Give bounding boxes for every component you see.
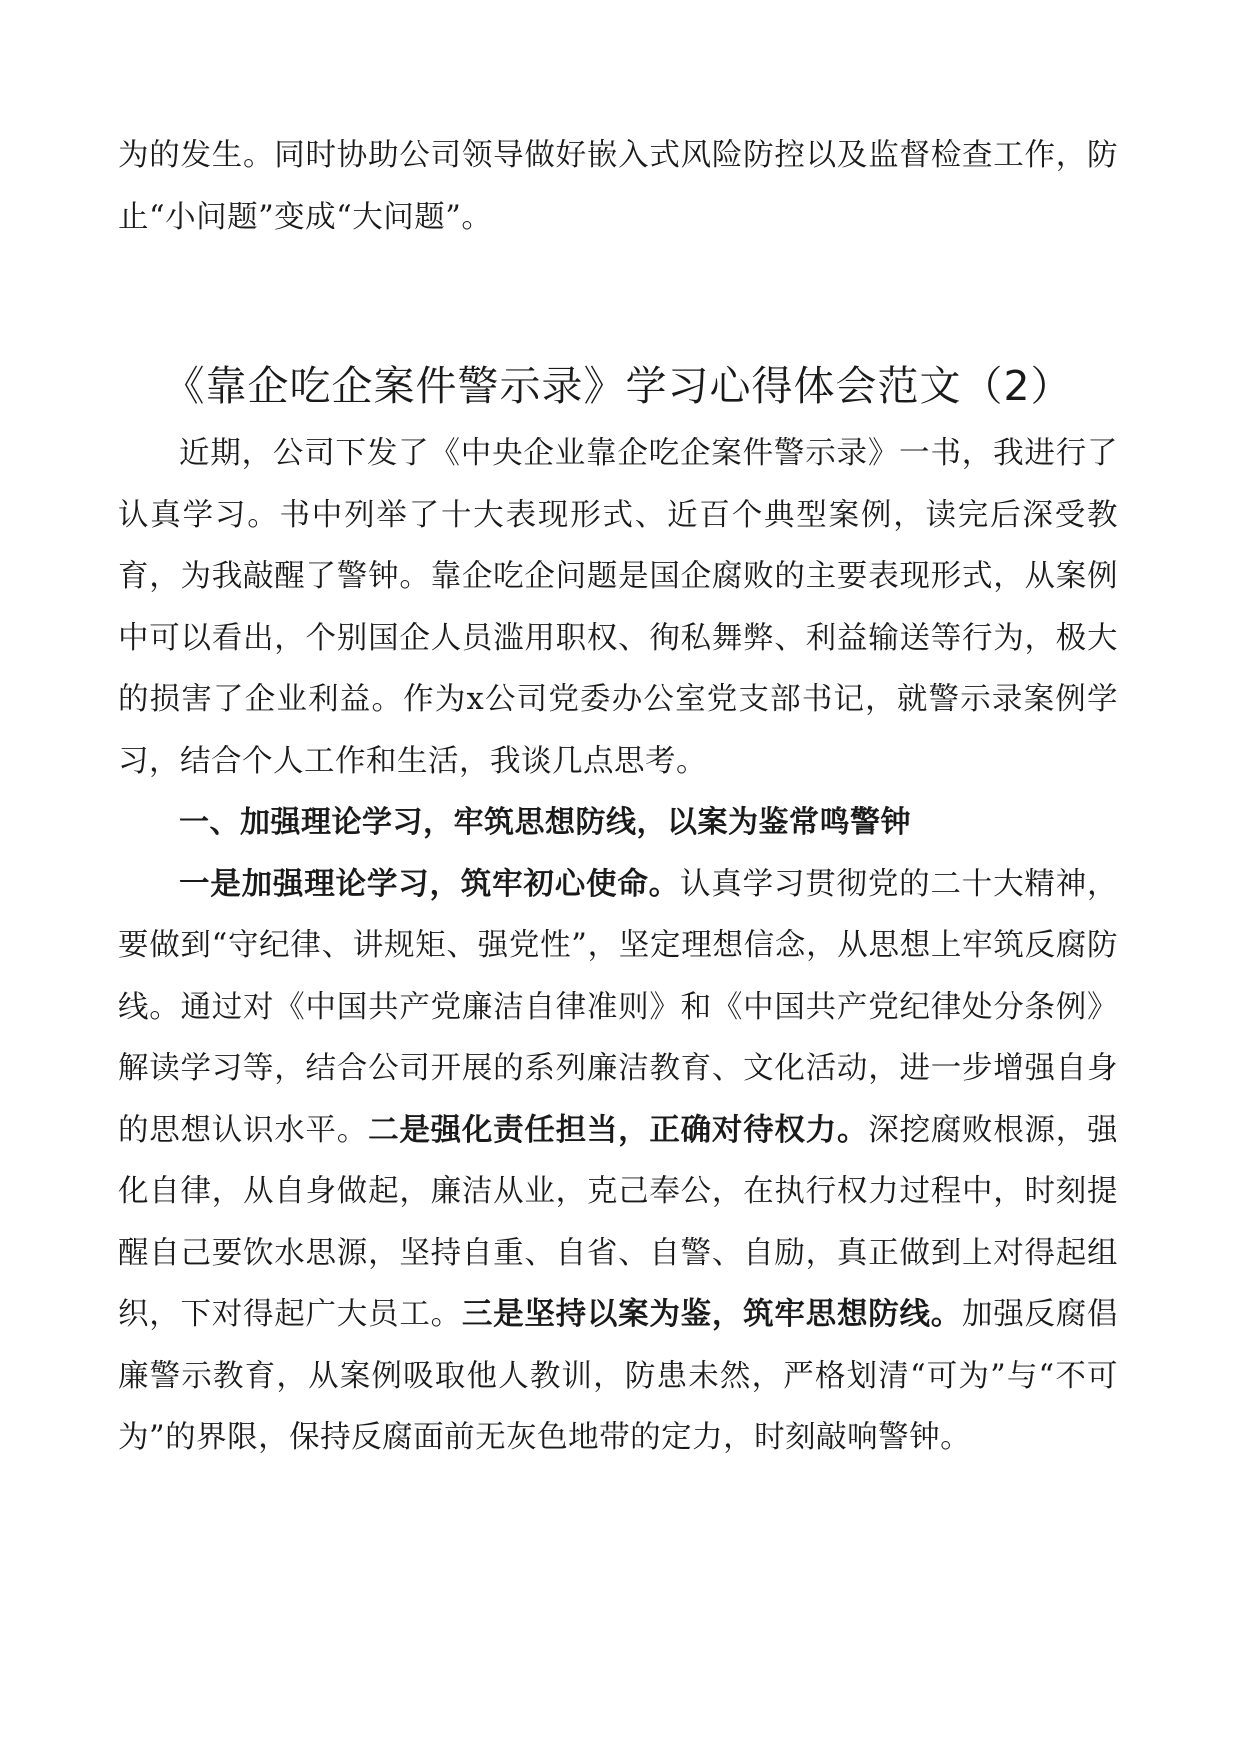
- section-heading: 一、加强理论学习，牢筑思想防线，以案为鉴常鸣警钟: [179, 805, 911, 840]
- point-3-lead: 三是坚持以案为鉴，筑牢思想防线。: [461, 1297, 962, 1332]
- point-1-lead: 一是加强理论学习，筑牢初心使命。: [179, 866, 680, 902]
- point-2-lead: 二是强化责任担当，正确对待权力。: [368, 1112, 869, 1148]
- point-3-body: 加强反腐倡廉警示教育，从案例吸取他人教训，防患未然，严格划清“可为”与“不可为”的界限，保持反腐面前无灰色地带的定力，时刻敲响警钟。: [118, 1297, 1119, 1455]
- section-gap: [118, 248, 1118, 355]
- document-page: [118, 125, 1118, 1469]
- intro-paragraph: 近期，公司下发了《中央企业靠企吃企案件警示录》一书，我进行了认真学习。书中列举了十大表现形式、近百个典型案例，读完后深受教育，为我敲醒了警钟。靠企吃企问题是国企腐败的主要表现形式，从案例中可以看出，个别国企人员滥用职权、徇私舞弊、利益输送等行为，极大的损害了企业利益。作为x公司党委办公室党支部书记，就警示录案例学习，结合个人工作和生活，我谈几点思考。: [118, 436, 1118, 779]
- point-2-body: 深挖腐败根源，强化自律，从自身做起，廉洁从业，克己奉公，在执行权力过程中，时刻提醒自己要饮水思源，坚持自重、自省、自警、自励，真正做到上对得起组织，下对得起广大员工。: [118, 1112, 1119, 1332]
- point-1-body: 认真学习贯彻党的二十大精神，要做到“守纪律、讲规矩、强党性”，坚定理想信念，从思想上牢筑反腐防线。通过对《中国共产党廉洁自律准则》和《中国共产党纪律处分条例》解读学习等，结合公司开展的系列廉洁教育、文化活动，进一步增强自身的思想认识水平。: [118, 866, 1119, 1148]
- body-paragraph: [118, 854, 1118, 1469]
- article-title: 《靠企吃企案件警示录》学习心得体会范文（2）: [163, 362, 1073, 410]
- previous-section-tail: 为的发生。同时协助公司领导做好嵌入式风险防控以及监督检查工作，防止“小问题”变成“大问题”。: [118, 138, 1118, 235]
